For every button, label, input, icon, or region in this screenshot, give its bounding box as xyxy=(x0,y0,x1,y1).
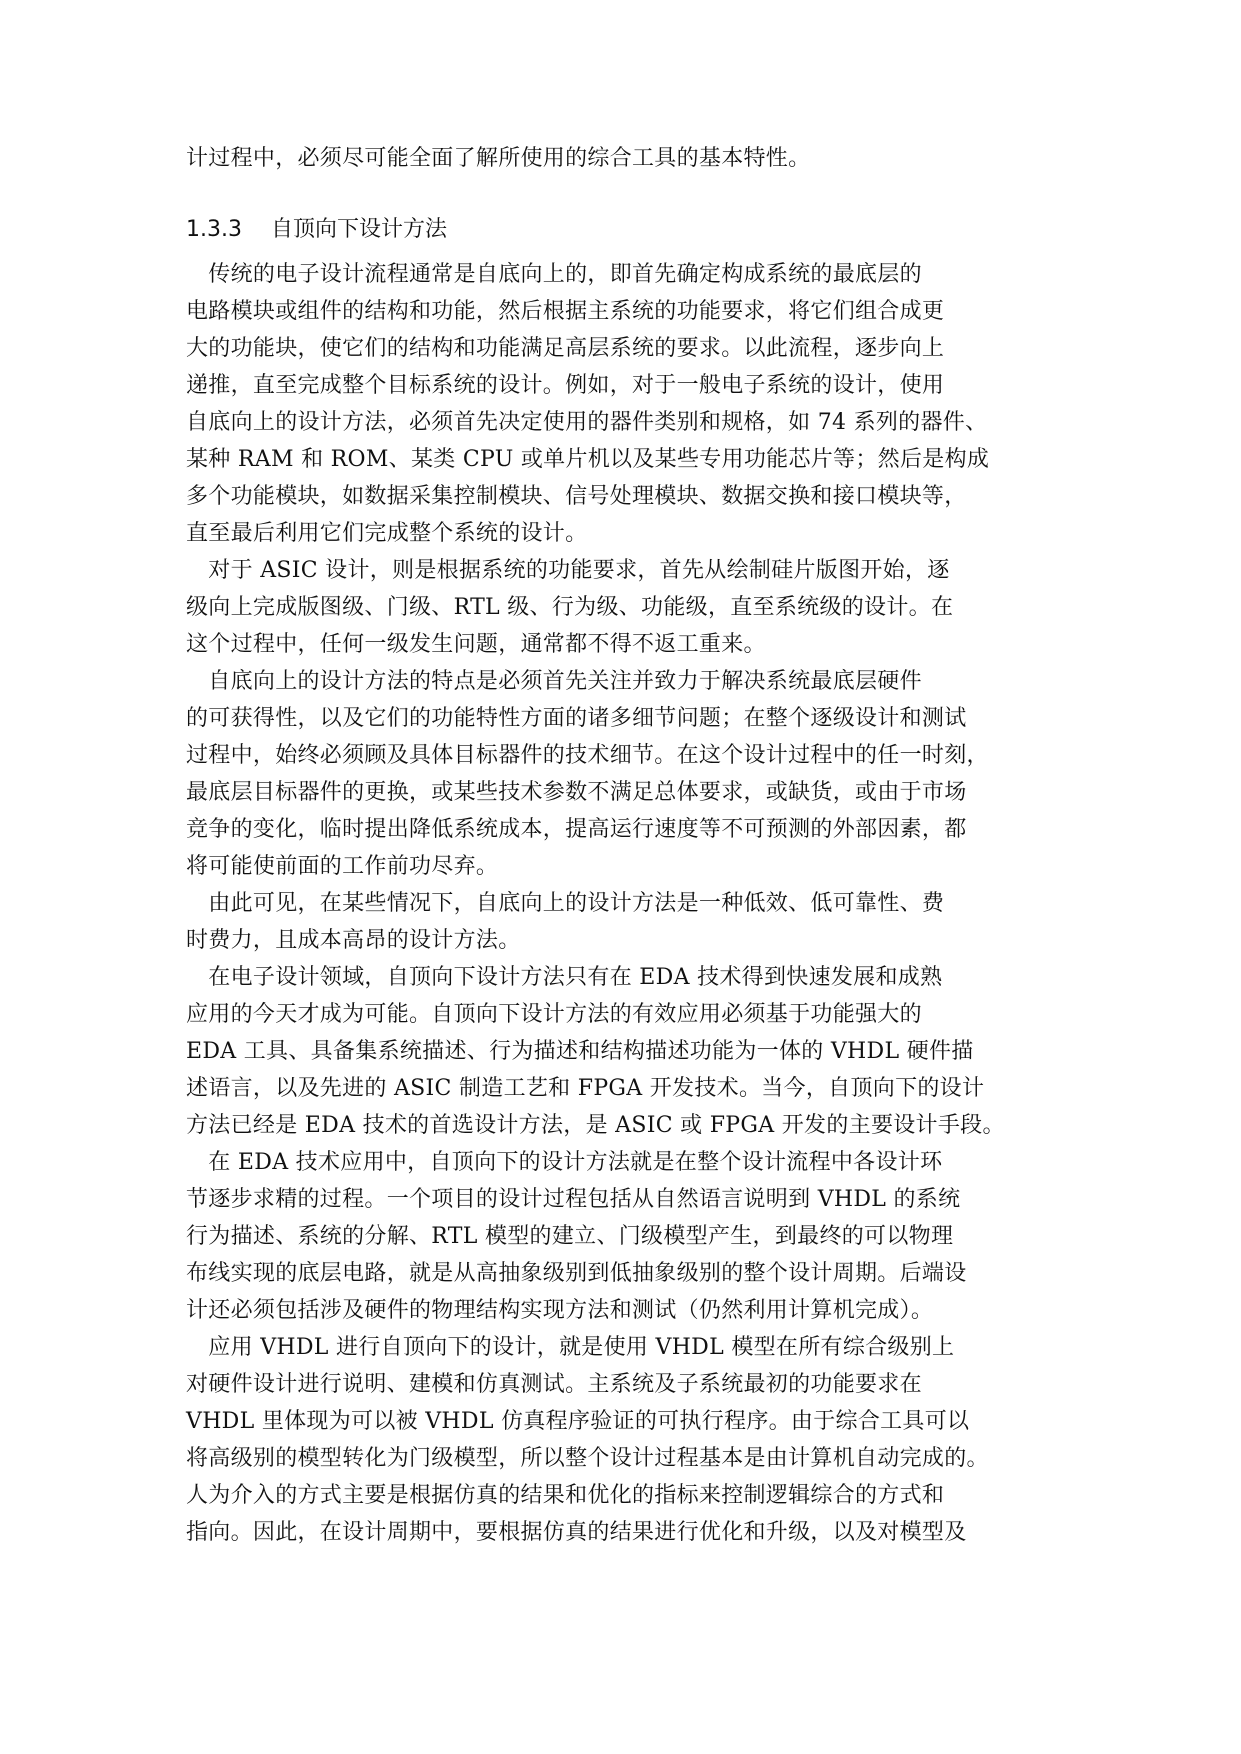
text-line: 多个功能模块，如数据采集控制模块、信号处理模块、数据交换和接口模块等， xyxy=(186,484,967,509)
text-line: 最底层目标器件的更换，或某些技术参数不满足总体要求，或缺货，或由于市场 xyxy=(186,780,967,805)
text-line: 递推，直至完成整个目标系统的设计。例如，对于一般电子系统的设计，使用 xyxy=(186,373,945,398)
text-line: 人为介入的方式主要是根据仿真的结果和优化的指标来控制逻辑综合的方式和 xyxy=(186,1483,945,1508)
text-line: 传统的电子设计流程通常是自底向上的，即首先确定构成系统的最底层的 xyxy=(186,262,922,287)
section-number: 1.3.3 xyxy=(186,217,242,242)
section-title: 自顶向下设计方法 xyxy=(271,217,448,242)
text-line: 直至最后利用它们完成整个系统的设计。 xyxy=(186,521,588,546)
body-text xyxy=(186,256,1054,1551)
text-line: 将高级别的模型转化为门级模型，所以整个设计过程基本是由计算机自动完成的。 xyxy=(186,1446,989,1471)
section-heading xyxy=(186,210,447,250)
text-line: 计还必须包括涉及硬件的物理结构实现方法和测试（仍然利用计算机完成）。 xyxy=(186,1298,934,1323)
text-line: 自底向上的设计方法的特点是必须首先关注并致力于解决系统最底层硬件 xyxy=(186,669,922,694)
text-line: 由此可见，在某些情况下，自底向上的设计方法是一种低效、低可靠性、费 xyxy=(186,891,945,916)
text-line: 大的功能块，使它们的结构和功能满足高层系统的要求。以此流程，逐步向上 xyxy=(186,336,945,361)
text-line: VHDL 里体现为可以被 VHDL 仿真程序验证的可执行程序。由于综合工具可以 xyxy=(186,1409,970,1434)
text-line: 级向上完成版图级、门级、RTL 级、行为级、功能级，直至系统级的设计。在 xyxy=(186,595,954,620)
text-line: 计过程中，必须尽可能全面了解所使用的综合工具的基本特性。 xyxy=(186,146,811,171)
text-line: 竞争的变化，临时提出降低系统成本，提高运行速度等不可预测的外部因素，都 xyxy=(186,817,967,842)
text-line: 在电子设计领域，自顶向下设计方法只有在 EDA 技术得到快速发展和成熟 xyxy=(186,965,943,990)
text-line: 指向。因此，在设计周期中，要根据仿真的结果进行优化和升级，以及对模型及 xyxy=(186,1520,967,1545)
text-line: 行为描述、系统的分解、RTL 模型的建立、门级模型产生，到最终的可以物理 xyxy=(186,1224,954,1249)
intro-paragraph xyxy=(186,140,1054,177)
text-line: 对于 ASIC 设计，则是根据系统的功能要求，首先从绘制硅片版图开始，逐 xyxy=(186,558,950,583)
text-line: 方法已经是 EDA 技术的首选设计方法，是 ASIC 或 FPGA 开发的主要设计手段。 xyxy=(186,1113,1005,1138)
text-line: 在 EDA 技术应用中，自顶向下的设计方法就是在整个设计流程中各设计环 xyxy=(186,1150,943,1175)
text-line: 这个过程中，任何一级发生问题，通常都不得不返工重来。 xyxy=(186,632,766,657)
text-line: 节逐步求精的过程。一个项目的设计过程包括从自然语言说明到 VHDL 的系统 xyxy=(186,1187,961,1212)
text-line: 应用 VHDL 进行自顶向下的设计，就是使用 VHDL 模型在所有综合级别上 xyxy=(186,1335,955,1360)
text-line: 述语言，以及先进的 ASIC 制造工艺和 FPGA 开发技术。当今，自顶向下的设计 xyxy=(186,1076,985,1101)
text-line: 过程中，始终必须顾及具体目标器件的技术细节。在这个设计过程中的任一时刻， xyxy=(186,743,989,768)
text-line: EDA 工具、具备集系统描述、行为描述和结构描述功能为一体的 VHDL 硬件描 xyxy=(186,1039,974,1064)
text-line: 将可能使前面的工作前功尽弃。 xyxy=(186,854,499,879)
text-line: 某种 RAM 和 ROM、某类 CPU 或单片机以及某些专用功能芯片等；然后是构成 xyxy=(186,447,990,472)
text-line: 自底向上的设计方法，必须首先决定使用的器件类别和规格，如 74 系列的器件、 xyxy=(186,410,988,435)
text-line: 的可获得性，以及它们的功能特性方面的诸多细节问题；在整个逐级设计和测试 xyxy=(186,706,967,731)
text-line: 电路模块或组件的结构和功能，然后根据主系统的功能要求，将它们组合成更 xyxy=(186,299,945,324)
text-line: 应用的今天才成为可能。自顶向下设计方法的有效应用必须基于功能强大的 xyxy=(186,1002,922,1027)
text-line: 时费力，且成本高昂的设计方法。 xyxy=(186,928,521,953)
text-line: 布线实现的底层电路，就是从高抽象级别到低抽象级别的整个设计周期。后端设 xyxy=(186,1261,967,1286)
text-line: 对硬件设计进行说明、建模和仿真测试。主系统及子系统最初的功能要求在 xyxy=(186,1372,922,1397)
